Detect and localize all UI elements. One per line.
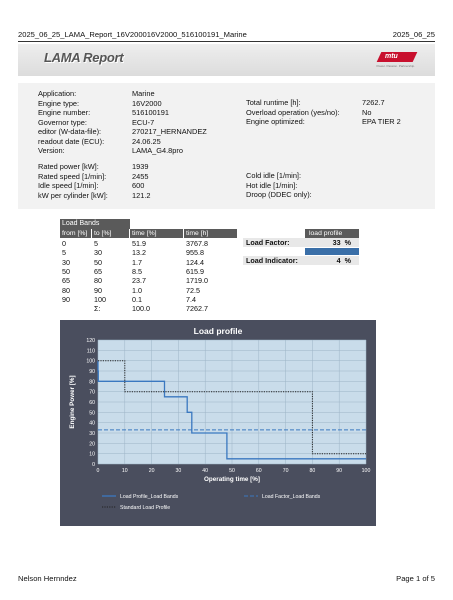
load-bands-cell: 65 [94,266,102,276]
info-right2-label: Cold idle [1/min]: [246,171,302,180]
info-left2-label: Idle speed [1/min]: [38,181,99,190]
load-bands-cell: 72.5 [186,285,200,295]
load-bands-cell: 8.5 [132,266,142,276]
mtu-logo [371,52,415,68]
info-left-value: 270217_HERNANDEZ [132,127,207,136]
info-left2-value: 2455 [132,171,149,181]
load-profile-chart-svg [60,320,376,526]
footer-page-number: Page 1 of 5 [396,574,435,583]
info-left2-value: 1939 [132,162,149,171]
y-tick-label: 60 [89,400,95,406]
info-right-value: 7262.7 [362,98,385,107]
y-tick-label: 100 [86,358,95,365]
load-bands-cell: 100 [94,294,106,304]
load-factor-bar [305,248,359,255]
x-tick-label: 30 [175,468,182,474]
load-bands-cell: 1.0 [132,285,142,295]
load-bands-cell: 7.4 [186,294,196,304]
load-bands-sum-label: Σ: [94,304,101,314]
load-bands-cell: 5 [94,239,98,248]
load-bands-sum-time-pct: 100.0 [132,304,150,314]
x-tick-label: 80 [309,468,316,474]
y-tick-label: 80 [89,379,95,386]
x-tick-label: 10 [121,468,128,474]
load-bands-cell: 50 [62,266,70,276]
load-bands-title: Load Bands [60,219,130,229]
footer-author: Nelson Hernndez [18,574,77,583]
header-divider [18,41,435,42]
logo-text: mtu [385,53,398,60]
load-bands-header-cell: time [h] [184,229,237,238]
load-factor-row [243,238,359,247]
load-bands-cell: 50 [94,257,102,267]
y-tick-label: 120 [86,338,95,344]
load-bands-cell: 80 [62,285,70,295]
load-bands-cell: 955.8 [186,248,204,258]
y-tick-label: 70 [89,389,95,396]
y-tick-label: 10 [89,451,95,458]
info-right-value: No [362,107,372,117]
load-bands-cell: 124.4 [186,257,204,267]
load-bands-cell: 90 [94,285,102,295]
info-left-label: Engine number: [38,108,91,117]
load-bands-cell: 5 [62,248,66,258]
info-right-label: Total runtime [h]: [246,98,301,107]
report-title: LAMA Report [44,50,124,65]
load-factor-label: Load Factor: [246,238,290,247]
load-bands-cell: 0 [62,239,66,248]
report-date: 2025_06_25 [392,30,435,39]
load-bands-cell: 30 [62,257,70,267]
load-profile-title: load profile [305,229,359,238]
load-bands-cell: 1719.0 [186,276,208,286]
load-bands-cell: 615.9 [186,266,204,276]
load-bands-cell: 1.7 [132,257,142,267]
info-left-label: Version: [38,146,65,155]
y-tick-label: 0 [92,462,95,468]
info-right2-label: Droop (DDEC only): [246,190,312,199]
legend-entry: Load Factor_Load Bands [262,494,321,500]
load-bands-cell: 90 [62,294,70,304]
load-indicator-value: 4 % [336,256,351,265]
x-tick-label: 20 [148,468,155,474]
info-left-label: readout date (ECU): [38,136,105,146]
info-right-label: Overload operation (yes/no): [246,107,340,117]
load-bands-cell: 65 [62,276,70,286]
logo-tagline: Power. Passion. Partnership. [376,64,415,68]
info-left-value: Marine [132,89,155,98]
info-left-label: Governor type: [38,117,87,127]
chart-title: Load profile [193,326,243,336]
report-banner [18,44,435,76]
info-left-label: Engine type: [38,98,80,108]
y-tick-label: 50 [89,410,95,417]
y-axis-label: Engine Power [%] [69,375,76,429]
x-axis-label: Operating time [%] [204,476,260,483]
info-left-value: 16V2000 [132,98,162,108]
info-left2-label: Rated speed [1/min]: [38,171,107,181]
info-left2-value: 121.2 [132,190,151,200]
load-bands-cell: 3767.8 [186,239,208,248]
legend-entry: Load Profile_Load Bands [120,494,179,500]
load-bands-cell: 13.2 [132,248,146,258]
report-filename: 2025_06_25_LAMA_Report_16V200016V2000_516100191_Marine [18,30,247,39]
info-right-value: EPA TIER 2 [362,117,401,126]
x-tick-label: 0 [96,468,100,474]
load-bands-cell: 30 [94,248,102,258]
info-left-value: ECU-7 [132,117,155,127]
info-left2-value: 600 [132,181,145,190]
load-bands-cell: 80 [94,276,102,286]
y-tick-label: 30 [89,431,95,437]
x-tick-label: 90 [336,468,343,474]
x-tick-label: 70 [282,468,289,474]
x-tick-label: 40 [202,468,209,474]
y-tick-label: 40 [89,420,95,427]
y-tick-label: 20 [89,441,95,448]
load-bands-sum-time-h: 7262.7 [186,304,208,314]
legend-entry: Standard Load Profile [120,505,171,511]
load-indicator-label: Load Indicator: [246,256,298,265]
load-indicator-row [243,256,359,265]
info-right-label: Engine optimized: [246,117,305,126]
info-left-label: Application: [38,89,77,98]
info-left-value: 516100191 [132,108,169,117]
info-left2-label: Rated power [kW]: [38,162,99,171]
load-bands-header-cell: time [%] [130,229,183,238]
info-right2-label: Hot idle [1/min]: [246,180,298,190]
x-tick-label: 50 [229,468,235,474]
load-bands-cell: 23.7 [132,276,146,286]
x-tick-label: 100 [361,468,371,474]
load-bands-header-cell: to [%] [92,229,129,238]
x-tick-label: 60 [255,468,262,474]
load-bands-header-cell: from [%] [60,229,91,238]
load-profile-chart [60,320,376,526]
load-bands-cell: 51.9 [132,239,146,248]
load-bands-cell: 0.1 [132,294,142,304]
info-left-value: 24.06.25 [132,136,161,146]
info-left2-label: kW per cylinder [kW]: [38,190,108,200]
y-tick-label: 90 [89,369,95,375]
info-left-value: LAMA_G4.8pro [132,146,183,155]
load-factor-value: 33 % [332,238,351,247]
y-tick-label: 110 [86,348,95,355]
info-left-label: editor (W-data-file): [38,127,102,136]
